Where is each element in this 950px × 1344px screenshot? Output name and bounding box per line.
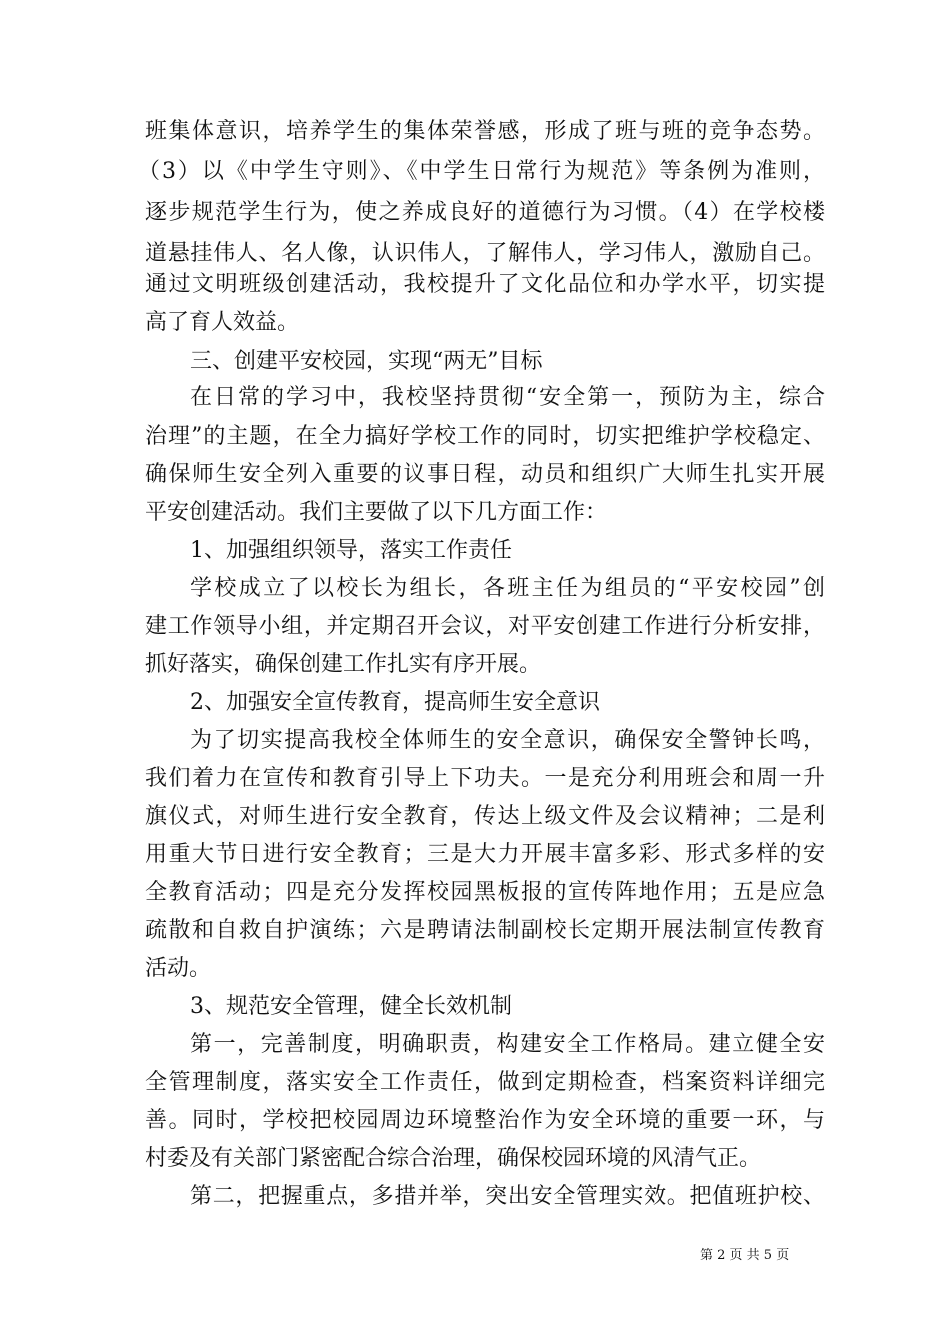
- body-line: 班集体意识，培养学生的集体荣誉感，形成了班与班的竞争态势。: [145, 119, 825, 144]
- body-line: 第二，把握重点，多措并举，突出安全管理实效。把值班护校、: [190, 1184, 825, 1209]
- body-line: 全管理制度，落实安全工作责任，做到定期检查，档案资料详细完: [145, 1070, 825, 1095]
- body-line: 活动。: [145, 956, 212, 981]
- body-line: 逐步规范学生行为，使之养成良好的道德行为习惯。（4）在学校楼: [145, 200, 825, 225]
- body-line: 全教育活动；四是充分发挥校园黑板报的宣传阵地作用；五是应急: [145, 880, 825, 905]
- body-line: 治理”的主题，在全力搞好学校工作的同时，切实把维护学校稳定、: [145, 424, 825, 449]
- section-heading: 三、创建平安校园，实现“两无”目标: [190, 349, 543, 374]
- body-line: 旗仪式，对师生进行安全教育，传达上级文件及会议精神；二是利: [145, 804, 825, 829]
- body-line: 通过文明班级创建活动，我校提升了文化品位和办学水平，切实提: [145, 272, 825, 297]
- body-line: 平安创建活动。我们主要做了以下几方面工作：: [145, 500, 608, 525]
- body-line: 村委及有关部门紧密配合综合治理，确保校园环境的风清气正。: [145, 1146, 762, 1171]
- body-line: 抓好落实，确保创建工作扎实有序开展。: [145, 652, 542, 677]
- body-line: 学校成立了以校长为组长，各班主任为组员的“平安校园”创: [190, 576, 825, 601]
- body-line: 善。同时，学校把校园周边环境整治作为安全环境的重要一环，与: [145, 1108, 825, 1133]
- subsection-heading: 1、加强组织领导，落实工作责任: [190, 538, 512, 563]
- body-line: 道悬挂伟人、名人像，认识伟人，了解伟人，学习伟人，激励自己。: [145, 241, 825, 266]
- body-line: 我们着力在宣传和教育引导上下功夫。一是充分利用班会和周一升: [145, 766, 825, 791]
- body-line: 疏散和自救自护演练；六是聘请法制副校长定期开展法制宣传教育: [145, 918, 825, 943]
- page-number-footer: 第 2 页 共 5 页: [700, 1248, 790, 1263]
- body-line: 为了切实提高我校全体师生的安全意识，确保安全警钟长鸣，: [190, 728, 825, 753]
- body-line: 高了育人效益。: [145, 310, 300, 335]
- body-line: 第一，完善制度，明确职责，构建安全工作格局。建立健全安: [190, 1032, 825, 1057]
- body-line: 确保师生安全列入重要的议事日程，动员和组织广大师生扎实开展: [145, 462, 825, 487]
- body-line: 建工作领导小组，并定期召开会议，对平安创建工作进行分析安排，: [145, 614, 825, 639]
- body-line: 用重大节日进行安全教育；三是大力开展丰富多彩、形式多样的安: [145, 842, 825, 867]
- subsection-heading: 3、规范安全管理，健全长效机制: [190, 994, 512, 1019]
- body-line: 在日常的学习中，我校坚持贯彻“安全第一，预防为主，综合: [190, 385, 825, 410]
- subsection-heading: 2、加强安全宣传教育，提高师生安全意识: [190, 690, 600, 715]
- body-line: （3）以《中学生守则》、《中学生日常行为规范》等条例为准则，: [138, 159, 825, 184]
